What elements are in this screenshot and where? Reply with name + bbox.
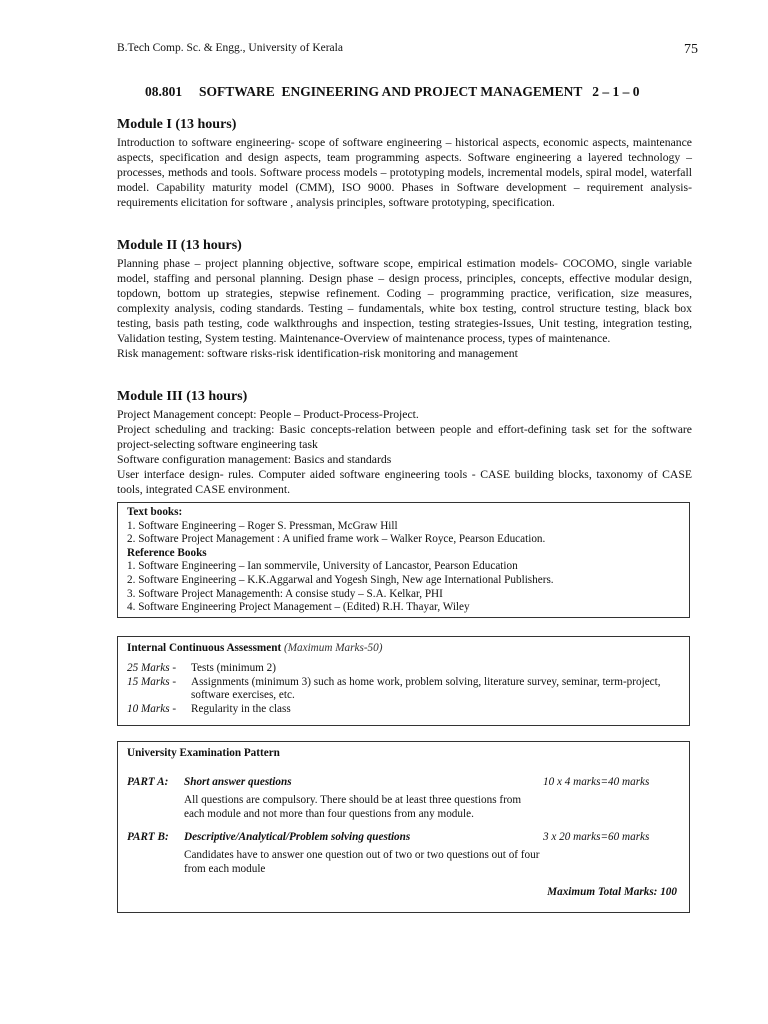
part-description: All questions are compulsory. There should be at least three questions from each module and not more than four questions from any module. — [184, 794, 522, 820]
text-book-item: 1. Software Engineering – Roger S. Pressman, McGraw Hill — [127, 519, 398, 532]
assessment-marks: 15 Marks - — [127, 675, 177, 688]
reference-book-item: 1. Software Engineering – Ian sommervile, University of Lancastor, Pearson Education — [127, 560, 518, 573]
exam-pattern-box — [117, 741, 690, 913]
exam-part-a — [127, 776, 680, 792]
part-marks: 3 x 20 marks=60 marks — [543, 831, 650, 844]
text-book-item: 2. Software Project Management : A unified frame work – Walker Royce, Pearson Education. — [127, 533, 546, 546]
assessment-row — [127, 676, 680, 703]
part-label: PART B: — [127, 831, 169, 844]
module-paragraph: Introduction to software engineering- scope of software engineering – historical aspects, economic aspects, maintenance aspects, specification and design aspects, team programming aspects. Software engineering a layered technology – processes, methods and tools. Software process models – prototyping models, incremental models, spiral model, waterfall model. Capability maturity model (CMM), ISO 9000. Phases in Software development – requirement analysis- requirements elicitation for software , analysis principles, software prototyping, specification. — [117, 136, 692, 209]
assessment-text: Tests (minimum 2) — [191, 662, 276, 674]
page-number: 75 — [684, 42, 698, 57]
part-label: PART A: — [127, 776, 169, 788]
max-total-marks: Maximum Total Marks: 100 — [547, 886, 677, 898]
module-2 — [117, 238, 692, 361]
module-paragraph: User interface design- rules. Computer aided software engineering tools - CASE building blocks, taxonomy of CASE tools, integrated CASE environment. — [117, 468, 692, 496]
assessment-text: Regularity in the class — [191, 702, 291, 715]
module-paragraph: Software configuration management: Basics and standards — [117, 453, 392, 466]
books-box — [117, 502, 690, 618]
reference-book-item: 2. Software Engineering – K.K.Aggarwal and Yogesh Singh, New age International Publishers. — [127, 573, 554, 586]
part-marks: 10 x 4 marks=40 marks — [543, 776, 650, 788]
module-paragraph: Planning phase – project planning objective, software scope, empirical estimation models- COCOMO, single variable model, staffing and personal planning. Design phase – design process, principles, concepts, effective modular design, topdown, bottom up strategies, stepwise refinement. Coding – programming practice, verification, size measures, complexity analysis, coding standards. Testing – fundamentals, white box testing, control structure testing, black box testing, basis path testing, code walkthroughs and inspection, testing strategies-Issues, Unit testing, integration testing, Validation testing, System testing. Maintenance-Overview of maintenance process, types of maintenance. — [117, 257, 692, 345]
internal-assessment-max: (Maximum Marks-50) — [283, 642, 383, 654]
exam-pattern-title: University Examination Pattern — [127, 747, 280, 759]
part-title: Short answer questions — [184, 776, 292, 788]
part-title: Descriptive/Analytical/Problem solving questions — [184, 831, 411, 844]
page-header-left: B.Tech Comp. Sc. & Engg., University of Kerala — [117, 42, 343, 54]
module-paragraph: Project scheduling and tracking: Basic concepts-relation between people and effort-defining task set for the software project-selecting software engineering task — [117, 423, 692, 451]
module-title: Module II (13 hours) — [117, 238, 242, 253]
reference-books-heading: Reference Books — [127, 546, 207, 559]
module-paragraph: Risk management: software risks-risk identification-risk monitoring and management — [117, 347, 518, 360]
module-paragraph: Project Management concept: People – Product-Process-Project. — [117, 408, 419, 421]
assessment-marks: 10 Marks - — [127, 702, 177, 715]
reference-book-item: 4. Software Engineering Project Management – (Edited) R.H. Thayar, Wiley — [127, 601, 470, 614]
part-description: Candidates have to answer one question out of two or two questions out of four from each module — [184, 849, 540, 875]
reference-book-item: 3. Software Project Managementh: A consise study – S.A. Kelkar, PHI — [127, 587, 443, 600]
module-1 — [117, 117, 692, 210]
assessment-row — [127, 703, 680, 717]
assessment-row — [127, 662, 680, 676]
text-books-heading: Text books: — [127, 506, 183, 518]
exam-part-b — [127, 831, 680, 847]
course-title: 08.801 SOFTWARE ENGINEERING AND PROJECT MANAGEMENT 2 – 1 – 0 — [145, 84, 640, 99]
module-3 — [117, 389, 692, 497]
internal-assessment-heading: Internal Continuous Assessment — [127, 642, 282, 654]
module-title: Module I (13 hours) — [117, 117, 237, 132]
internal-assessment-box — [117, 636, 690, 726]
internal-assessment-title — [127, 642, 680, 654]
module-title: Module III (13 hours) — [117, 389, 248, 404]
assessment-text: Assignments (minimum 3) such as home work, problem solving, literature survey, seminar, term-project, software exercises, etc. — [191, 675, 661, 702]
assessment-marks: 25 Marks - — [127, 662, 177, 674]
